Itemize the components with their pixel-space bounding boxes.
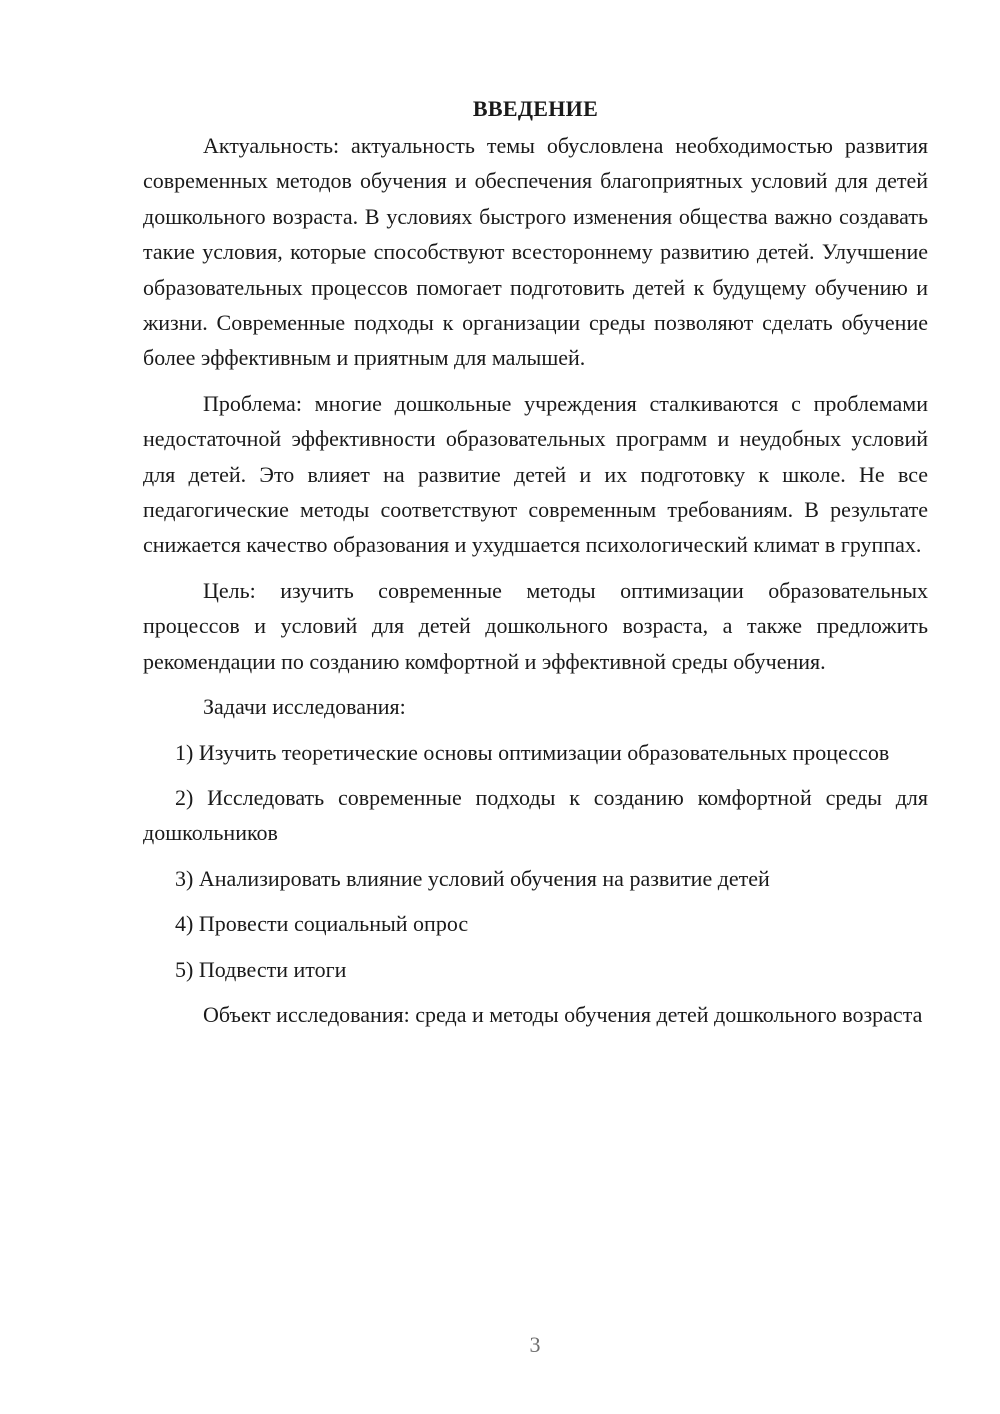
paragraph-relevance: Актуальность: актуальность темы обусловлена необходимостью развития современных методов обучения и обеспечения благоприятных условий для детей дошкольного возраста. В условиях быстрого изменения общества важно создавать такие условия, которые способствуют всестороннему развитию детей. Улучшение образовательных процессов помогает подготовить детей к будущему обучению и жизни. Современные подходы к организации среды позволяют сделать обучение более эффективным и приятным для малышей. — [143, 133, 928, 371]
paragraph-tasks-heading: Задачи исследования: — [203, 694, 406, 720]
paragraph-object: Объект исследования: среда и методы обучения детей дошкольного возраста — [203, 1001, 923, 1027]
page-number: 3 — [529, 1332, 541, 1357]
task-item-5: 5) Подвести итоги — [175, 956, 347, 982]
paragraph-problem: Проблема: многие дошкольные учреждения сталкиваются с проблемами недостаточной эффективности образовательных программ и неудобных условий для детей. Это влияет на развитие детей и их подготовку к школе. Не все педагогические методы соответствуют современным требованиям. В результате снижается качество образования и ухудшается психологический климат в группах. — [143, 390, 928, 558]
paragraph-goal: Цель: изучить современные методы оптимизации образовательных процессов и условий для детей дошкольного возраста, а также предложить рекомендации по созданию комфортной и эффективной среды обучения. — [143, 577, 928, 674]
task-item-2: 2) Исследовать современные подходы к созданию комфортной среды для дошкольников — [143, 784, 928, 846]
task-item-1: 1) Изучить теоретические основы оптимизации образовательных процессов — [175, 739, 890, 765]
page-content — [143, 92, 928, 1042]
task-item-3: 3) Анализировать влияние условий обучения на развитие детей — [175, 865, 770, 891]
task-item-4: 4) Провести социальный опрос — [175, 911, 469, 937]
section-title: ВВЕДЕНИЕ — [472, 96, 599, 121]
